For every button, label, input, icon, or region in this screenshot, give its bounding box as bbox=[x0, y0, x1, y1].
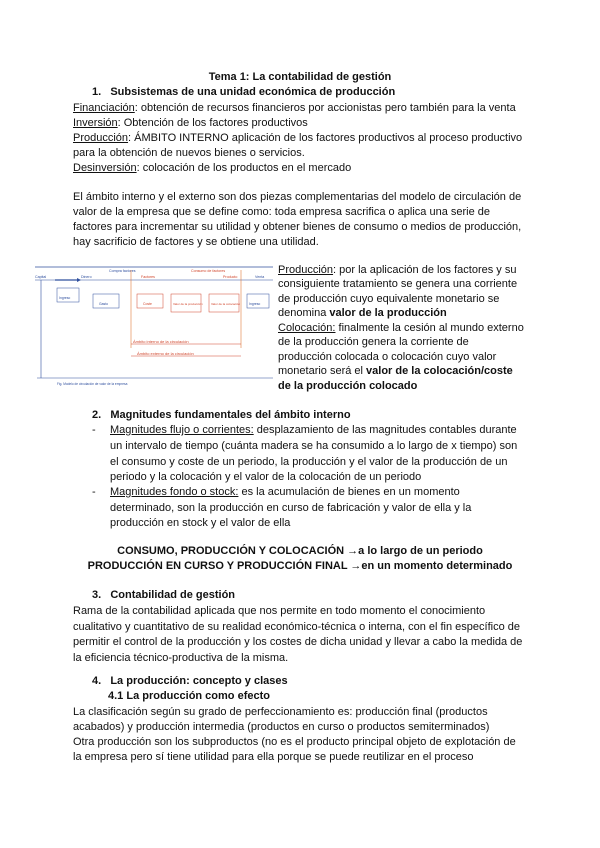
circulation-diagram bbox=[33, 258, 277, 388]
sec3-line: cualitativo y cuantitativo de su realidad económico-técnica o interna, con el fin específico de bbox=[73, 621, 520, 633]
item-financiacion bbox=[73, 101, 528, 115]
section-2-heading: 2. Magnitudes fundamentales del ámbito interno bbox=[92, 409, 351, 421]
sec4-line: Otra producción son los subproductos (no es el producto principal objeto de explotación de bbox=[73, 736, 516, 748]
def: : Obtención de los factores productivos bbox=[117, 117, 308, 129]
term: Producción bbox=[278, 264, 334, 276]
page-title: Tema 1: La contabilidad de gestión bbox=[208, 71, 392, 83]
term: Magnitudes flujo o corrientes: bbox=[110, 424, 254, 436]
term: Producción bbox=[73, 132, 129, 144]
summary-line-2: PRODUCCIÓN EN CURSO Y PRODUCCIÓN FINAL →en un momento determinado bbox=[87, 560, 513, 572]
fondo-line bbox=[110, 485, 528, 501]
text: monetario será el bbox=[278, 365, 367, 377]
box-label: Valor de la colocación bbox=[211, 302, 241, 306]
para-line: valor de la empresa que se define como: toda empresa sacrifica o aplica una serie de bbox=[73, 206, 491, 218]
label-producto: Producto bbox=[223, 275, 238, 279]
text: desplazamiento de las magnitudes contables durante bbox=[253, 424, 517, 436]
summary-line-1: CONSUMO, PRODUCCIÓN Y COLOCACIÓN →a lo largo de un periodo bbox=[117, 545, 483, 557]
sec3-line: la eficiencia técnico-productiva de la misma. bbox=[73, 652, 289, 664]
item-produccion-cont: para la obtención de nuevos bienes o servicios. bbox=[73, 147, 305, 159]
label-venta: Venta bbox=[255, 275, 265, 279]
section-4-1-heading: 4.1 La producción como efecto bbox=[108, 690, 270, 702]
produccion-line: consiguiente tratamiento se genera una corriente bbox=[278, 278, 518, 290]
label-capital: Capital bbox=[35, 275, 47, 279]
def: : colocación de los productos en el mercado bbox=[136, 162, 352, 174]
fondo-line: determinado, son la producción en curso de fabricación y valor de ella y la bbox=[110, 502, 472, 514]
flujo-line: un intervalo de tiempo (cuánta madera se ha consumido a lo largo de x tiempo) son bbox=[110, 440, 518, 452]
term: Magnitudes fondo o stock: bbox=[110, 486, 239, 498]
item-inversion bbox=[73, 116, 528, 130]
section-1-heading: 1. Subsistemas de una unidad económica de producción bbox=[92, 86, 396, 98]
bullet: - bbox=[92, 486, 96, 498]
text: denomina bbox=[278, 307, 330, 319]
produccion-line bbox=[278, 306, 528, 321]
label-factores: Factores bbox=[141, 275, 155, 279]
bold: valor de la colocación/coste bbox=[366, 365, 513, 377]
sec3-line: permitir el control de la producción y los costes de dicha unidad y llevar a cabo la medida de bbox=[73, 636, 523, 648]
text: finalmente la cesión al mundo externo bbox=[335, 322, 524, 334]
label-interno: Ámbito interno de la circulación bbox=[133, 339, 189, 344]
colocacion-line: producción colocada o colocación cuyo valor bbox=[278, 351, 497, 363]
text: : por la aplicación de los factores y su bbox=[333, 264, 517, 276]
colocacion-line bbox=[278, 364, 528, 379]
colocacion-line: de la producción genera la corriente de bbox=[278, 336, 469, 348]
sec3-line: Rama de la contabilidad aplicada que nos permite en todo momento el conocimiento bbox=[73, 605, 486, 617]
produccion-line: de producción cuyo equivalente monetario se bbox=[278, 293, 500, 305]
box-label: Ingreso bbox=[59, 296, 71, 300]
box-label: Valor de la producción bbox=[173, 302, 203, 306]
label-externo: Ámbito externo de la circulación bbox=[137, 351, 194, 356]
para-line: factores para incrementar su utilidad y obtener bienes de consumo o medios de producción, bbox=[73, 221, 522, 233]
term: Financiación bbox=[73, 102, 135, 114]
colocacion-line bbox=[278, 321, 528, 336]
flujo-line: periodo y la colocación y el valor de la colocación de un periodo bbox=[110, 471, 422, 483]
diagram-caption: Fig. Modelo de circulación de valor de la empresa bbox=[57, 382, 128, 386]
term: Inversión bbox=[73, 117, 118, 129]
fondo-line: producción en stock y el valor de ella bbox=[110, 517, 291, 529]
section-4-heading: 4. La producción: concepto y clases bbox=[92, 675, 288, 687]
sec4-line: La clasificación según su grado de perfeccionamiento es: producción final (productos bbox=[73, 706, 488, 718]
sec4-line: la empresa pero sí tiene utilidad para ella porque se puede reutilizar en el proceso bbox=[73, 751, 474, 763]
flujo-line bbox=[110, 423, 528, 439]
section-3-heading: 3. Contabilidad de gestión bbox=[92, 589, 236, 601]
text: es la acumulación de bienes en un momento bbox=[238, 486, 460, 498]
box-label: Ingreso bbox=[249, 302, 261, 306]
sec4-line: acabados) y producción intermedia (productos en curso o productos semiterminados) bbox=[73, 721, 490, 733]
colocacion-line: de la producción colocado bbox=[278, 380, 418, 392]
box-label: Coste bbox=[143, 302, 152, 306]
def: : ÁMBITO INTERNO aplicación de los factores productivos al proceso productivo bbox=[128, 132, 523, 144]
para-line: hay sacrificio de factores y se obtiene una utilidad. bbox=[73, 236, 319, 248]
label-consumo: Consumo de factores bbox=[191, 269, 226, 273]
box-label: Gasto bbox=[99, 302, 109, 306]
item-desinversion bbox=[73, 161, 528, 175]
bold: valor de la producción bbox=[329, 307, 447, 319]
term: Colocación: bbox=[278, 322, 336, 334]
diagram-bg bbox=[33, 258, 277, 388]
bullet: - bbox=[92, 424, 96, 436]
term: Desinversión bbox=[73, 162, 137, 174]
flujo-line: el consumo y coste de un periodo, la producción y el valor de la producción de un bbox=[110, 456, 508, 468]
label-dinero: Dinero bbox=[81, 275, 92, 279]
para-line: El ámbito interno y el externo son dos piezas complementarias del modelo de circulación de bbox=[73, 191, 522, 203]
item-produccion bbox=[73, 131, 528, 145]
produccion-line bbox=[278, 263, 528, 278]
label-compra: Compra factores bbox=[109, 269, 136, 273]
def: : obtención de recursos financieros por accionistas pero también para la venta bbox=[134, 102, 516, 114]
